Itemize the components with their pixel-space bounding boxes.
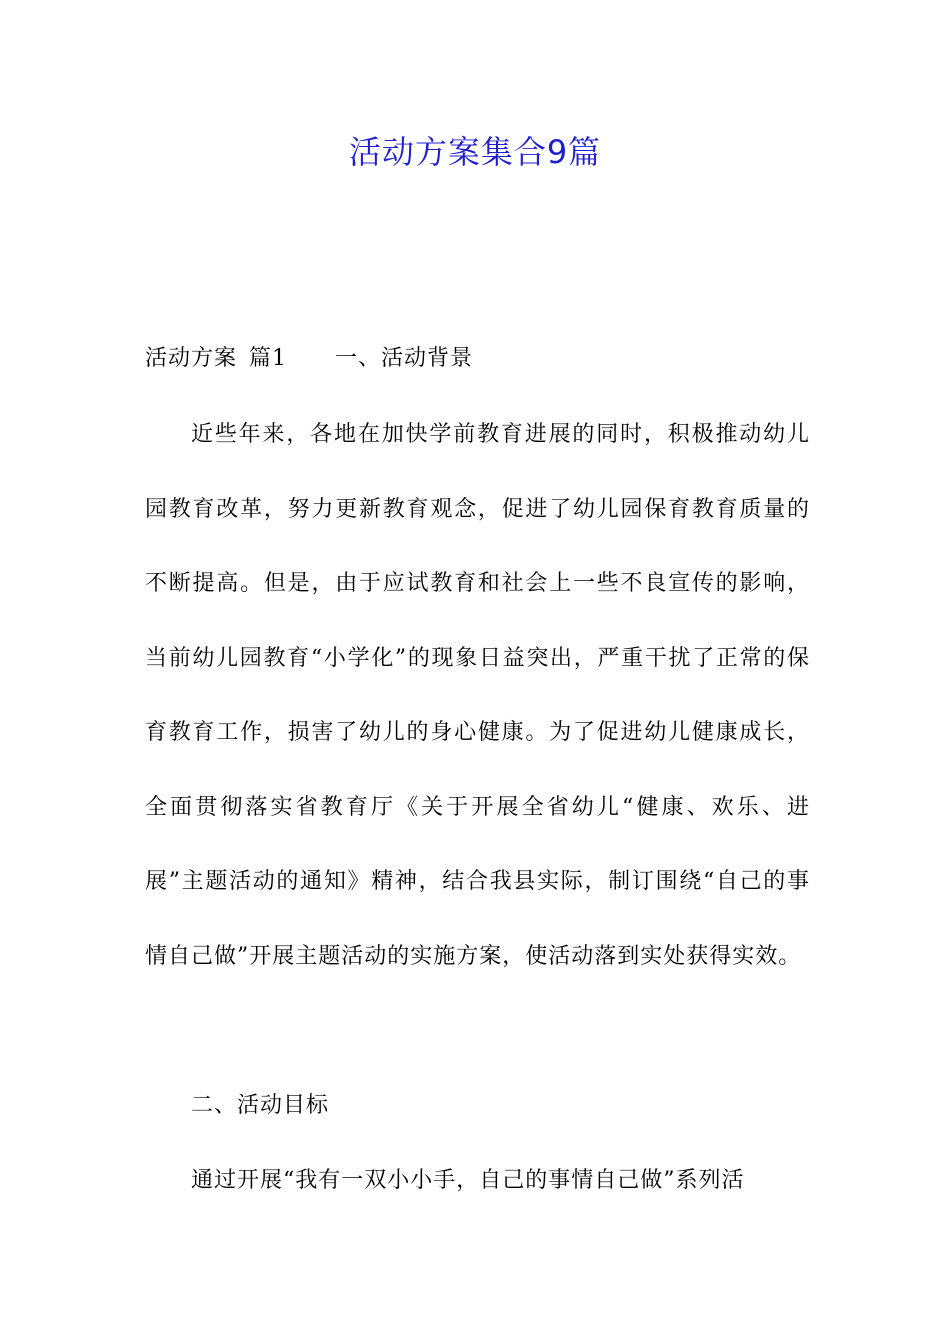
first-piece-heading [145,344,825,374]
section-2-heading: 二、活动目标 [191,1093,330,1118]
document-title: 活动方案集合9篇 [348,133,602,171]
background-paragraph: 近些年来，各地在加快学前教育进展的同时，积极推动幼儿园教育改革，努力更新教育观念，促进了幼儿园保育教育质量的不断提高。但是，由于应试教育和社会上一些不良宣传的影响，当前幼儿园教育“小学化”的现象日益突出，严重干扰了正常的保育教育工作，损害了幼儿的身心健康。为了促进幼儿健康成长，全面贯彻落实省教育厅《关于开展全省幼儿“健康、欢乐、进展”主题活动的通知》精神，结合我县实际，制订围绕“自己的事情自己做”开展主题活动的实施方案，使活动落到实处获得实效。 [145,422,810,969]
piece-label: 活动方案 [145,346,238,371]
section-1-heading: 一、活动背景 [335,346,474,371]
goals-paragraph: 通过开展“我有一双小小手，自己的事情自己做”系列活 [191,1168,745,1193]
piece-number: 篇1 [249,346,288,371]
